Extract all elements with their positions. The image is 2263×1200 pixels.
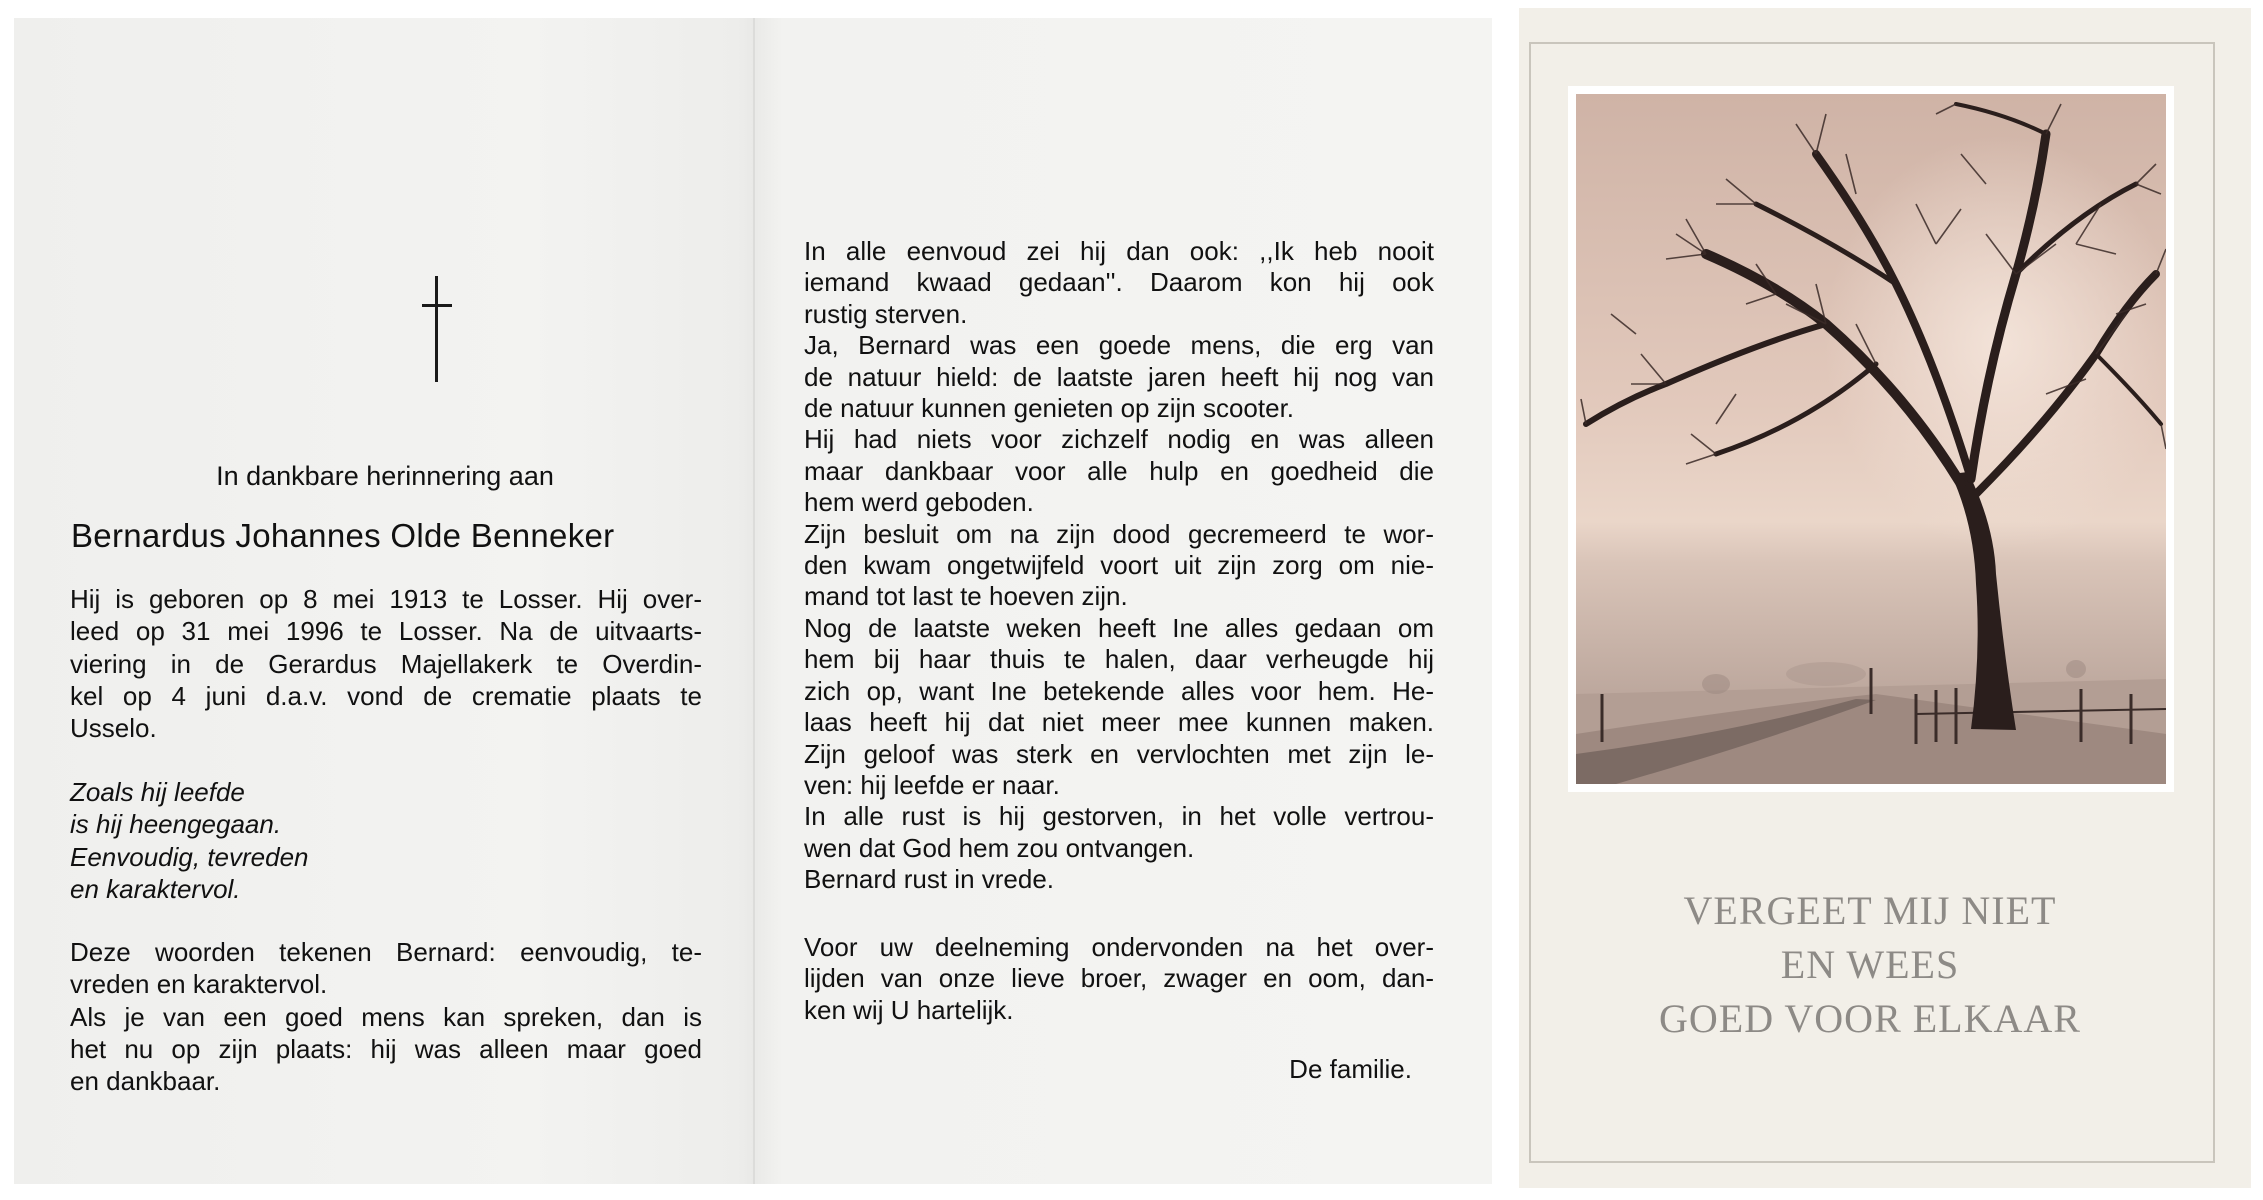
cross-horizontal bbox=[422, 304, 452, 307]
text-line: leed op 31 mei 1996 te Losser. Na de uitvaarts- bbox=[70, 616, 702, 647]
inner-left-panel bbox=[70, 18, 702, 1184]
text-line: Hij had niets voor zichzelf nodig en was alleen bbox=[804, 424, 1434, 455]
text-line: Deze woorden tekenen Bernard: eenvoudig, te- bbox=[70, 937, 702, 967]
text-line: vreden en karaktervol. bbox=[70, 969, 328, 1000]
text-line: kel op 4 juni d.a.v. vond de crematie plaats te bbox=[70, 680, 702, 711]
text-line: hem werd geboden. bbox=[804, 487, 1034, 518]
fold-line bbox=[753, 18, 755, 1184]
text-line: In alle eenvoud zei hij dan ook: ,,Ik heb nooit bbox=[804, 236, 1434, 266]
text-line: wen dat God hem zou ontvangen. bbox=[804, 832, 1195, 863]
poem-line: en karaktervol. bbox=[70, 873, 241, 904]
text-line: hem bij haar thuis te halen, daar verheugde hij bbox=[804, 644, 1434, 675]
text-line: Usselo. bbox=[70, 713, 157, 744]
text-line: zich op, want Ine betekende alles voor hem. He- bbox=[804, 675, 1434, 706]
tree-photo-image bbox=[1576, 94, 2166, 784]
text-line: ven: hij leefde er naar. bbox=[804, 769, 1060, 800]
cover-motto bbox=[1530, 884, 2210, 1046]
text-line: den kwam ongetwijfeld voort uit zijn zorg om nie- bbox=[804, 550, 1434, 581]
character-paragraph bbox=[70, 936, 702, 1097]
text-line: de natuur hield: de laatste jaren heeft hij nog van bbox=[804, 361, 1434, 392]
text-line: het nu op zijn plaats: hij was alleen maar goed bbox=[70, 1033, 702, 1064]
text-line: Bernard rust in vrede. bbox=[804, 864, 1055, 895]
text-line: maar dankbaar voor alle hulp en goedheid die bbox=[804, 455, 1434, 486]
motto-line: EN WEES bbox=[1780, 942, 1960, 987]
text-line: mand tot last te hoeven zijn. bbox=[804, 581, 1128, 612]
signature: De familie. bbox=[1289, 1054, 1412, 1084]
tree-photo bbox=[1568, 86, 2174, 792]
text-line: Als je van een goed mens kan spreken, dan is bbox=[70, 1001, 702, 1032]
motto-line: VERGEET MIJ NIET bbox=[1683, 888, 2057, 933]
text-line: en dankbaar. bbox=[70, 1066, 221, 1097]
poem-line: is hij heengegaan. bbox=[70, 809, 282, 840]
inner-right-panel bbox=[804, 18, 1434, 1184]
text-line: laas heeft hij dat niet meer mee kunnen maken. bbox=[804, 707, 1434, 738]
text-line: Ja, Bernard was een goede mens, die erg van bbox=[804, 330, 1434, 361]
text-line: ken wij U hartelijk. bbox=[804, 994, 1014, 1025]
motto-line: GOED VOOR ELKAAR bbox=[1659, 996, 2081, 1041]
text-line: Hij is geboren op 8 mei 1913 te Losser. Hij over- bbox=[70, 584, 702, 614]
text-line: Zijn geloof was sterk en vervlochten met zijn le- bbox=[804, 738, 1434, 769]
poem-line: Zoals hij leefde bbox=[70, 777, 245, 807]
text-line: Nog de laatste weken heeft Ine alles gedaan om bbox=[804, 612, 1434, 643]
inner-card bbox=[14, 18, 1492, 1184]
text-line: Voor uw deelneming ondervonden na het over- bbox=[804, 932, 1434, 962]
text-line: Zijn besluit om na zijn dood gecremeerd te wor- bbox=[804, 518, 1434, 549]
deceased-name: Bernardus Johannes Olde Benneker bbox=[71, 517, 615, 554]
text-line: In alle rust is hij gestorven, in het volle vertrou- bbox=[804, 801, 1434, 832]
text-line: lijden van onze lieve broer, zwager en oom, dan- bbox=[804, 963, 1434, 994]
text-line: rustig sterven. bbox=[804, 298, 968, 329]
poem-line: Eenvoudig, tevreden bbox=[70, 841, 309, 872]
text-line: viering in de Gerardus Majellakerk te Overdin- bbox=[70, 648, 702, 679]
intro-text: In dankbare herinnering aan bbox=[216, 461, 554, 491]
cross-icon bbox=[422, 276, 452, 382]
text-line: de natuur kunnen genieten op zijn scooter. bbox=[804, 393, 1295, 424]
memorial-paragraph bbox=[804, 236, 1434, 896]
thanks-paragraph bbox=[804, 932, 1434, 1026]
biography-paragraph bbox=[70, 583, 702, 744]
cross-vertical bbox=[435, 276, 438, 382]
text-line: iemand kwaad gedaan''. Daarom kon hij ook bbox=[804, 267, 1434, 298]
poem bbox=[70, 776, 702, 905]
